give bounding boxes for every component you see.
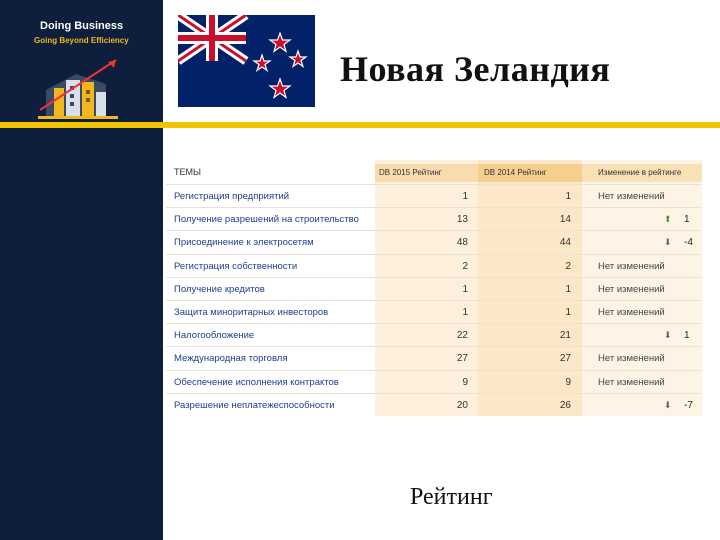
db2014-rank: 1 xyxy=(565,191,571,202)
db2014-rank: 44 xyxy=(559,237,571,249)
db2014-rank: 9 xyxy=(565,376,571,388)
db2015-rank: 20 xyxy=(456,399,468,411)
topic-name: Разрешение неплатежеспособности xyxy=(174,399,335,411)
doing-business-logo xyxy=(16,12,151,122)
logo-title: Doing Business xyxy=(40,20,124,32)
db2014-rank: 1 xyxy=(565,283,571,295)
table-row xyxy=(166,184,702,207)
change-text: Нет изменений xyxy=(598,283,665,295)
db2015-rank: 27 xyxy=(456,353,468,365)
table-row xyxy=(166,323,702,346)
topic-name: Получение разрешений на строительство xyxy=(174,214,359,226)
change-value: 1 xyxy=(684,330,690,342)
db2014-rank: 21 xyxy=(559,330,571,342)
header-divider xyxy=(0,122,720,128)
db2015-rank: 9 xyxy=(462,376,468,388)
arrow-down-icon: ⬇ xyxy=(664,330,672,341)
topic-name: Получение кредитов xyxy=(174,283,265,295)
buildings-icon xyxy=(36,50,132,120)
table-row xyxy=(166,277,702,300)
change-value: -7 xyxy=(684,399,693,411)
change-value: -4 xyxy=(684,237,693,249)
change-text: Нет изменений xyxy=(598,353,665,365)
change-text: Нет изменений xyxy=(598,191,665,202)
change-text: Нет изменений xyxy=(598,376,665,388)
caption: Рейтинг xyxy=(410,484,493,510)
topic-name: Защита миноритарных инвесторов xyxy=(174,307,329,318)
change-text: Нет изменений xyxy=(598,260,665,272)
logo-subtitle: Going Beyond Efficiency xyxy=(34,36,129,45)
table-row xyxy=(166,300,702,323)
ranking-table xyxy=(166,160,702,416)
table-row xyxy=(166,207,702,230)
db2015-rank: 1 xyxy=(462,307,468,318)
table-row xyxy=(166,370,702,393)
table-row xyxy=(166,230,702,253)
header-change: Изменение в рейтинге xyxy=(598,167,682,177)
topic-name: Налогообложение xyxy=(174,330,255,342)
header-topics: ТЕМЫ xyxy=(174,167,201,177)
arrow-up-icon: ⬆ xyxy=(664,214,672,225)
header-db2015: DB 2015 Рейтинг xyxy=(379,167,442,177)
new-zealand-flag-icon xyxy=(178,15,315,107)
topic-name: Регистрация собственности xyxy=(174,260,298,272)
db2015-rank: 1 xyxy=(462,283,468,295)
change-value: 1 xyxy=(684,214,690,226)
db2014-rank: 26 xyxy=(559,399,571,411)
table-row xyxy=(166,393,702,416)
table-row xyxy=(166,346,702,369)
db2014-rank: 14 xyxy=(559,214,571,226)
db2014-rank: 2 xyxy=(565,260,571,272)
db2015-rank: 22 xyxy=(456,330,468,342)
arrow-down-icon: ⬇ xyxy=(664,237,672,248)
page-title: Новая Зеландия xyxy=(340,49,611,89)
db2015-rank: 1 xyxy=(462,191,468,202)
topic-name: Международная торговля xyxy=(174,353,288,365)
db2014-rank: 27 xyxy=(559,353,571,365)
change-text: Нет изменений xyxy=(598,307,665,318)
topic-name: Присоединение к электросетям xyxy=(174,237,314,249)
header-db2014: DB 2014 Рейтинг xyxy=(484,167,547,177)
db2014-rank: 1 xyxy=(565,307,571,318)
topic-name: Регистрация предприятий xyxy=(174,191,290,202)
arrow-down-icon: ⬇ xyxy=(664,399,672,410)
topic-name: Обеспечение исполнения контрактов xyxy=(174,376,339,388)
db2015-rank: 48 xyxy=(456,237,468,249)
db2015-rank: 2 xyxy=(462,260,468,272)
db2015-rank: 13 xyxy=(456,214,468,226)
table-row xyxy=(166,254,702,277)
